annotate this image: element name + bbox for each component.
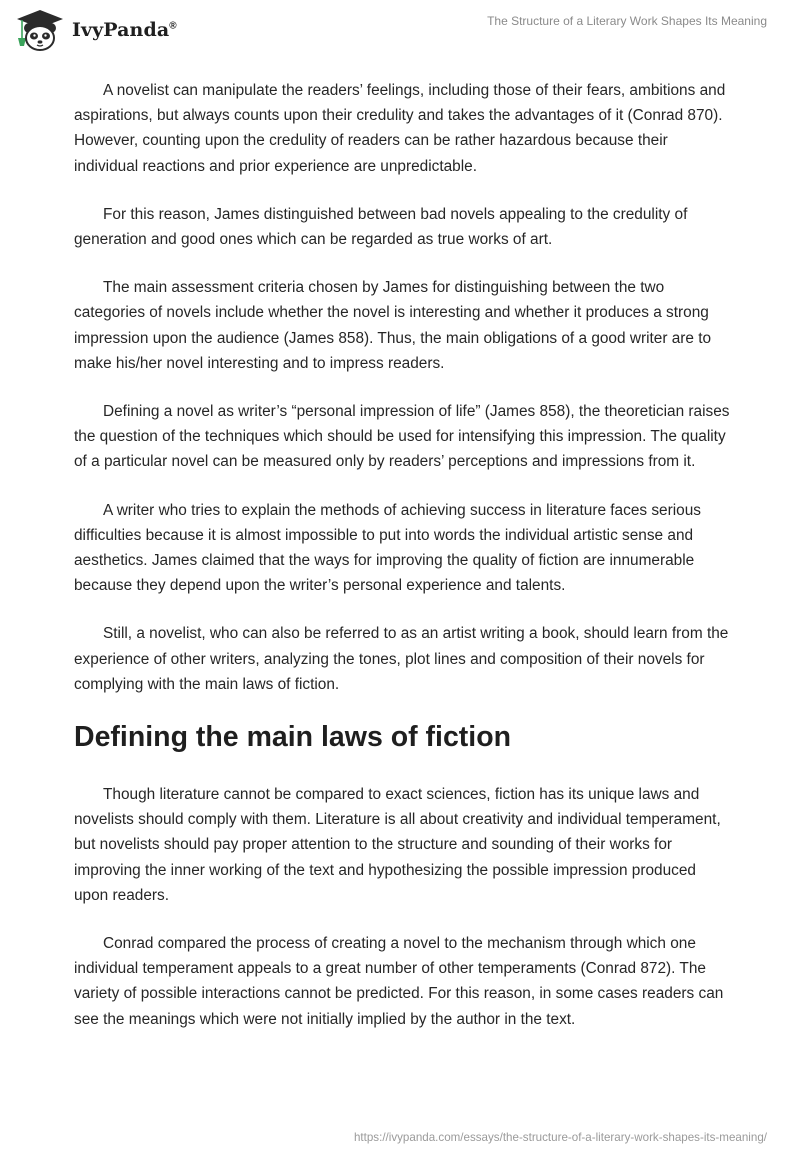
paragraph: Conrad compared the process of creating a novel to the mechanism through which one individual temperament appeals to a great number of other temperaments (Conrad 872). The variety of possible interactions cannot be predicted. For this reason, in some cases readers can see the meanings which were not initially implied by the author in the text. [74, 935, 724, 1028]
page-header [0, 0, 800, 60]
section-heading: Defining the main laws of fiction [74, 721, 512, 754]
paragraph: The main assessment criteria chosen by James for distinguishing between the two categories of novels include whether the novel is interesting and whether it produces a strong impression upon the audience (James 858). Thus, the main obligations of a good writer are to make his/her novel interesting and to impress readers. [74, 279, 712, 372]
source-url[interactable]: https://ivypanda.com/essays/the-structure-of-a-literary-work-shapes-its-meaning/ [353, 1131, 767, 1144]
ivypanda-logo[interactable] [14, 8, 177, 52]
paragraph: A writer who tries to explain the methods of achieving success in literature faces serious difficulties because it is almost impossible to put into words the individual artistic sense and aesthetics. James claimed that the ways for improving the quality of fiction are innumerable because they depend upon the writer’s personal experience and talents. [74, 501, 701, 595]
paragraph: For this reason, James distinguished between bad novels appealing to the credulity of generation and good ones which can be regarded as true works of art. [74, 205, 688, 249]
document-title: The Structure of a Literary Work Shapes Its Meaning [487, 14, 767, 28]
registered-mark: ® [169, 20, 177, 32]
essay-body [74, 78, 730, 1055]
brand-name: IvyPanda® [72, 19, 177, 41]
paragraph: Defining a novel as writer’s “personal impression of life” (James 858), the theoretician raises the question of the techniques which should be used for intensifying this impression. The quality of a particular novel can be measured only by readers’ perceptions and impressions from it. [74, 403, 730, 471]
paragraph: Though literature cannot be compared to exact sciences, fiction has its unique laws and novelists should comply with them. Literature is all about creativity and individual temperament, but novelists should pay proper attention to the structure and sounding of their works for improving the inner working of the text and hypothesizing the possible impression produced upon readers. [74, 786, 721, 904]
panda-graduation-cap-icon [14, 8, 66, 52]
paragraph: Still, a novelist, who can also be referred to as an artist writing a book, should learn from the experience of other writers, analyzing the tones, plot lines and composition of their novels for complying with the main laws of fiction. [74, 625, 729, 693]
paragraph: A novelist can manipulate the readers’ feelings, including those of their fears, ambitions and aspirations, but always counts upon their credulity and takes the advantages of it (Conrad 870). However, counting upon the credulity of readers can be rather hazardous because their individual reactions and prior experience are unpredictable. [74, 82, 726, 175]
